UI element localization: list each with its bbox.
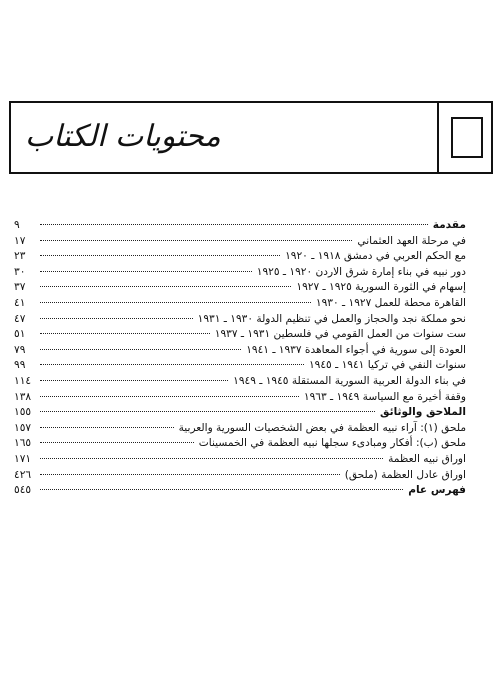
toc-entry-row [14, 313, 466, 329]
toc-page-number: ١٣٨ [14, 390, 32, 403]
dot-leader [40, 286, 291, 287]
header-frame [9, 101, 493, 174]
toc-entry-title: ملحق (ب): أفكار ومبادىء سجلها نبيه العظمة في الخمسينات [198, 437, 466, 450]
toc-page-number: ٥٤٥ [14, 484, 32, 497]
dot-leader [40, 271, 252, 272]
toc-page-number: ٩ [14, 219, 20, 231]
toc-entry-title: اوراق عادل العظمة (ملحق) [344, 468, 466, 481]
toc-entry-row [14, 359, 466, 375]
toc-entry-row [14, 437, 466, 453]
toc-page-number: ١٥٧ [14, 421, 32, 434]
toc-entry-title: فهرس عام [408, 484, 466, 497]
toc-entry-row [14, 422, 466, 438]
toc-entry-title: مع الحكم العربي في دمشق ١٩١٨ ـ ١٩٢٠ [285, 250, 466, 263]
toc-page-number: ١٧١ [14, 452, 32, 465]
toc-page-number: ٣٠ [14, 265, 26, 278]
toc-entry-title: إسهام في الثورة السورية ١٩٢٥ ـ ١٩٢٧ [296, 281, 466, 294]
toc-entry-title: في بناء الدولة العربية السورية المستقلة ١٩٤٥ ـ ١٩٤٩ [233, 374, 466, 387]
toc-section-row [14, 484, 466, 500]
page-title: محتويات الكتاب [25, 119, 221, 154]
toc-entry-title: سنوات النفي في تركيا ١٩٤١ ـ ١٩٤٥ [308, 359, 466, 372]
toc-entry-title: اوراق نبيه العظمة [388, 452, 466, 465]
toc-entry-row [14, 391, 466, 407]
dot-leader [40, 349, 241, 350]
dot-leader [40, 411, 375, 412]
toc-page-number: ٤٢٦ [14, 468, 32, 481]
toc-entry-row [14, 453, 466, 469]
dot-leader [40, 240, 352, 241]
toc-entry-row [14, 297, 466, 313]
toc-page-number: ٧٩ [14, 343, 26, 356]
dot-leader [40, 380, 228, 381]
dot-leader [40, 302, 311, 303]
table-of-contents [14, 219, 466, 500]
dot-leader [40, 442, 194, 443]
decorative-box [451, 117, 483, 158]
toc-page-number: ١٥٥ [14, 406, 32, 419]
toc-page-number: ٥١ [14, 328, 26, 341]
toc-entry-title: نحو مملكة نجد والحجاز والعمل في تنظيم الدولة ١٩٣٠ ـ ١٩٣١ [197, 312, 466, 325]
toc-page-number: ٤١ [14, 296, 26, 309]
toc-entry-title: في مرحلة العهد العثماني [357, 234, 466, 247]
toc-entry-row [14, 235, 466, 251]
dot-leader [40, 318, 193, 319]
title-panel [11, 103, 439, 172]
toc-entry-row [14, 266, 466, 282]
toc-entry-row [14, 469, 466, 485]
toc-entry-row [14, 344, 466, 360]
toc-page-number: ٤٧ [14, 312, 26, 325]
toc-page-number: ٣٧ [14, 281, 26, 294]
toc-page-number: ١٦٥ [14, 437, 32, 450]
dot-leader [40, 364, 304, 365]
toc-entry-title: الملاحق والوثائق [380, 406, 466, 419]
toc-entry-title: وقفة أخيرة مع السياسة ١٩٤٩ ـ ١٩٦٣ [303, 390, 466, 403]
toc-entry-title: ملحق (١): آراء نبيه العظمة في بعض الشخصيات السورية والعربية [178, 421, 466, 434]
toc-entry-title: القاهرة محطة للعمل ١٩٢٧ ـ ١٩٣٠ [315, 296, 466, 309]
dot-leader [40, 396, 299, 397]
toc-entry-row [14, 328, 466, 344]
toc-entry-title: مقدمة [432, 219, 466, 231]
toc-entry-title: دور نبيه في بناء إمارة شرق الاردن ١٩٢٠ ـ ١٩٢٥ [256, 265, 466, 278]
toc-page-number: ٢٣ [14, 250, 26, 263]
toc-section-row [14, 406, 466, 422]
toc-page-number: ١٧ [14, 234, 26, 247]
dot-leader [40, 474, 340, 475]
toc-page-number: ٩٩ [14, 359, 26, 372]
toc-entry-row [14, 250, 466, 266]
dot-leader [40, 458, 383, 459]
dot-leader [40, 333, 210, 334]
toc-page-number: ١١٤ [14, 374, 32, 387]
toc-section-row [14, 219, 466, 235]
dot-leader [40, 489, 403, 490]
dot-leader [40, 427, 174, 428]
toc-entry-title: ست سنوات من العمل القومي في فلسطين ١٩٣١ ـ ١٩٣٧ [214, 328, 466, 341]
dot-leader [40, 255, 280, 256]
dot-leader [40, 224, 428, 225]
toc-entry-row [14, 281, 466, 297]
toc-entry-title: العودة إلى سورية في أجواء المعاهدة ١٩٣٧ ـ ١٩٤١ [246, 343, 466, 356]
toc-entry-row [14, 375, 466, 391]
